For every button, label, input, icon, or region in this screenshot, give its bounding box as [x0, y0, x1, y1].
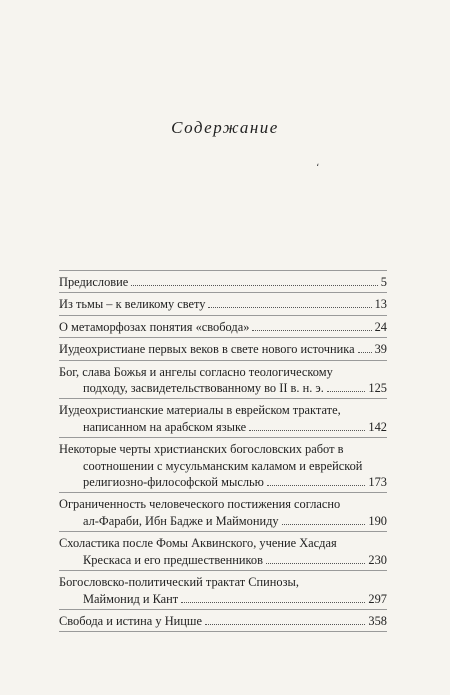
toc-page-number: 173: [368, 475, 387, 490]
toc-entry-title: Ограниченность человеческого постижения согласно: [59, 497, 341, 512]
table-of-contents: [59, 270, 387, 632]
dot-leader: [249, 430, 365, 431]
toc-entry-line: [59, 513, 387, 529]
toc-entry: [59, 493, 387, 532]
toc-entry-title: Из тьмы – к великому свету: [59, 297, 206, 312]
toc-entry: [59, 316, 387, 338]
toc-page-number: 230: [368, 552, 387, 567]
toc-entry-line: [59, 274, 387, 290]
toc-page-number: 24: [374, 319, 387, 334]
toc-page-number: 13: [374, 297, 387, 312]
toc-page-number: 142: [368, 419, 387, 434]
toc-entry-title: написанном на арабском языке: [83, 419, 247, 434]
toc-entry-title: О метаморфозах понятия «свобода»: [59, 319, 250, 334]
toc-entry-title: Крескаса и его предшественников: [83, 552, 263, 567]
toc-page-number: 358: [368, 613, 387, 628]
toc-entry-line: [59, 341, 387, 357]
dot-leader: [358, 352, 372, 353]
dot-leader: [282, 524, 366, 525]
toc-entry: [59, 571, 387, 610]
toc-entry-title: Иудеохристиане первых веков в свете нового источника: [59, 342, 355, 357]
toc-entry: [59, 338, 387, 360]
toc-entry: [59, 532, 387, 571]
toc-page-number: 39: [374, 342, 387, 357]
dot-leader: [208, 307, 371, 308]
toc-entry: [59, 610, 387, 632]
toc-entry-title: ал-Фараби, Ибн Бадже и Маймониду: [83, 513, 279, 528]
toc-entry-line: [59, 419, 387, 435]
page-title: Содержание: [171, 118, 279, 137]
toc-entry-title: Бог, слава Божья и ангелы согласно теологическому: [59, 364, 333, 379]
toc-entry-line: [59, 319, 387, 335]
toc-entry-title: Свобода и истина у Ницше: [59, 613, 202, 628]
toc-entry: [59, 361, 387, 400]
toc-entry-line: [59, 474, 387, 490]
dot-leader: [327, 391, 366, 392]
toc-entry-line: [59, 296, 387, 312]
dot-leader: [181, 602, 365, 603]
toc-entry-title: Богословско-политический трактат Спинозы,: [59, 575, 299, 590]
toc-entry-line: [59, 552, 387, 568]
toc-entry-line: [59, 613, 387, 629]
toc-page-number: 297: [368, 591, 387, 606]
dot-leader: [267, 485, 366, 486]
toc-entry-title: религиозно-философской мыслью: [83, 475, 264, 490]
toc-entry-title: Иудеохристианские материалы в еврейском трактате,: [59, 403, 341, 418]
toc-entry-title: подходу, засвидетельствованному во II в. н. э.: [83, 381, 324, 396]
toc-entry: [59, 438, 387, 493]
toc-page-number: 125: [368, 381, 387, 396]
ink-mark: ،: [316, 158, 320, 169]
toc-entry-title: Предисловие: [59, 275, 129, 289]
toc-entry: [59, 399, 387, 438]
toc-entry-line: [59, 591, 387, 607]
toc-entry-title: соотношении с мусульманским каламом и еврейской: [83, 458, 363, 473]
toc-entry-title: Некоторые черты христианских богословских работ в: [59, 442, 344, 457]
dot-leader: [266, 563, 365, 564]
toc-entry-title: Маймонид и Кант: [83, 591, 179, 606]
toc-entry: [59, 270, 387, 293]
toc-page-number: 190: [368, 513, 387, 528]
toc-entry-line: [59, 380, 387, 396]
dot-leader: [131, 285, 378, 286]
toc-entry: [59, 293, 387, 315]
dot-leader: [205, 624, 365, 625]
toc-entry-title: Схоластика после Фомы Аквинского, учение Хасдая: [59, 536, 337, 551]
dot-leader: [252, 330, 371, 331]
toc-page-number: 5: [380, 275, 387, 289]
